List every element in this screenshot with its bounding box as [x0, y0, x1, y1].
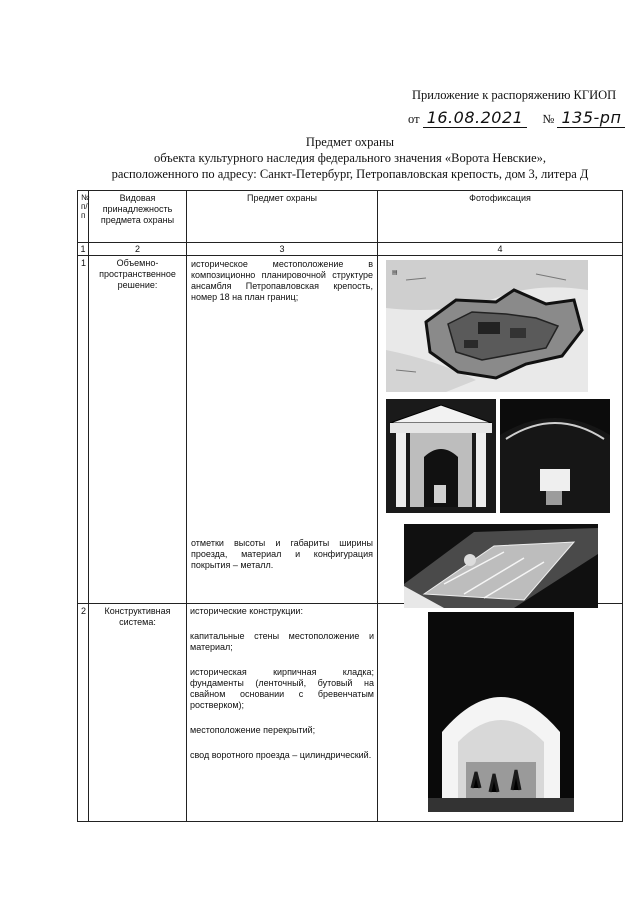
document-number: 135-рп — [557, 108, 625, 128]
date-prefix: от — [408, 112, 420, 126]
subject-text: местоположение перекрытий; — [190, 725, 316, 735]
row-category: Объемно-пространственное решение: — [89, 256, 187, 604]
document-title: Предмет охраны — [305, 135, 395, 149]
document-dateline — [408, 108, 625, 127]
gate-arch-photo — [500, 399, 610, 513]
document-subtitle: объекта культурного наследия федерального значения «Ворота Невские», — [153, 151, 547, 165]
table-header-row — [78, 191, 623, 243]
index-cell: 2 — [89, 243, 187, 256]
protection-table — [77, 190, 623, 822]
document-date: 16.08.2021 — [423, 108, 528, 128]
row-subject — [187, 256, 378, 604]
table-index-row — [78, 243, 623, 256]
appendix-title: Приложение к распоряжению КГИОП — [412, 88, 617, 102]
subject-text: историческое местоположение в композиционно планировочной структуре ансамбля Петропавловская крепость, номер 18 на план границ; — [191, 259, 373, 302]
vault-passage-photo — [428, 612, 574, 812]
subject-text: свод воротного проезда – цилиндрический. — [190, 750, 372, 760]
number-sign: № — [542, 112, 555, 126]
subject-text: историческая кирпичная кладка; фундаменты (ленточный, бутовый на свайном основании с бревенчатым ростверком); — [190, 667, 374, 710]
subject-text: отметки высоты и габариты ширины проезда, материал и конфигурация покрытия – металл. — [191, 538, 373, 570]
fortress-plan-image — [386, 260, 588, 392]
table-row — [78, 256, 623, 604]
header-photo: Фотофиксация — [378, 191, 623, 243]
gate-facade-photo — [386, 399, 496, 513]
row-number: 2 — [78, 604, 89, 822]
subject-text: капитальные стены местоположение и материал; — [190, 631, 374, 652]
row-subject — [187, 604, 378, 822]
header-subject: Предмет охраны — [187, 191, 378, 243]
row-photos — [378, 604, 623, 822]
index-cell: 3 — [187, 243, 378, 256]
row-number: 1 — [78, 256, 89, 604]
table-row — [78, 604, 623, 822]
plan-legend-icon: ▤ — [392, 269, 398, 276]
roof-photo — [404, 524, 598, 608]
document-address: расположенного по адресу: Санкт-Петербург, Петропавловская крепость, дом 3, литера Д — [111, 167, 589, 181]
header-num: № п/п — [78, 191, 89, 243]
subject-text: исторические конструкции: — [190, 606, 303, 616]
row-category: Конструктивная система: — [89, 604, 187, 822]
header-category: Видовая принадлежность предмета охраны — [89, 191, 187, 243]
index-cell: 4 — [378, 243, 623, 256]
row-photos — [378, 256, 623, 604]
index-cell: 1 — [78, 243, 89, 256]
